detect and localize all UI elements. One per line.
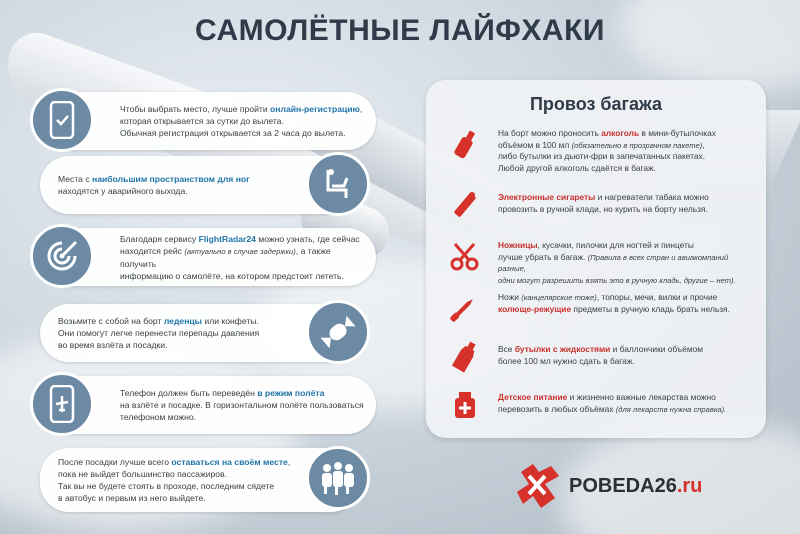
phone-airplane-icon <box>30 372 94 436</box>
baggage-item-scissors: Ножницы, кусачки, пилочки для ногтей и пинцеты лучше убрать в багаж. (Правила в всех стран и авиакомпаний разные, одни могут разрешить взять это в ручную кладь, другие – нет). <box>498 240 736 285</box>
airplane-seat-icon <box>306 152 370 216</box>
tip-flight-mode: Телефон должен быть переведён в режим полёта на взлёте и посадке. В горизонтальном полёте пользоваться телефоном можно. <box>40 376 376 434</box>
baggage-item-alcohol: На борт можно проносить алкоголь в мини-бутылочках объёмом в 100 мл (обязательно в прозрачном пакете), либо бутылки из дьюти-фри в запечатанных пакетах. Любой другой алкоголь сдаётся в багаж. <box>498 128 716 173</box>
baggage-item-knives: Ножи (канцелярские тоже), топоры, мечи, вилки и прочие колюще-режущие предметы в ручную кладь брать нельзя. <box>498 292 730 314</box>
baggage-item-baby-food: Детское питание и жизненно важные лекарства можно перевозить в любых объёмах (для лекарств нужна справка). <box>498 392 727 414</box>
scissors-icon <box>448 240 482 274</box>
smartphone-check-icon <box>30 88 94 152</box>
page-title: САМОЛЁТНЫЕ ЛАЙФХАКИ <box>195 14 605 47</box>
logo-icon <box>515 462 561 510</box>
candy-icon <box>306 300 370 364</box>
medicine-icon <box>448 388 482 422</box>
bottle-icon <box>448 128 482 162</box>
baggage-item-e-cigarettes: Электронные сигареты и нагреватели табака можно провозить в ручной клади, но курить на борту нельзя. <box>498 192 709 214</box>
baggage-panel <box>426 80 766 438</box>
tip-stay-seated: После посадки лучше всего оставаться на своём месте, пока не выйдет большинство пассажиров. Так вы не будете стоять в проходе, последним сядете в автобус и первым из него выйдете. <box>40 448 360 512</box>
crowd-icon <box>306 446 370 510</box>
baggage-title: Провоз багажа <box>529 94 663 114</box>
knife-icon <box>448 290 482 324</box>
tip-flightradar: Благодаря сервису FlightRadar24 можно узнать, где сейчас находится рейс (актуально в случае задержки), а также получить информацию о самолёте, на котором предстоит лететь. <box>40 228 376 286</box>
e-cigarette-icon <box>448 188 482 222</box>
logo[interactable] <box>515 462 702 510</box>
logo-text: POBEDA26.ru <box>569 474 703 497</box>
spray-bottle-icon <box>448 340 482 374</box>
tip-candies: Возьмите с собой на борт леденцы или конфеты. Они помогут легче перенести перепады давления во время взлёта и посадки. <box>40 304 360 362</box>
tip-legroom: Места с наибольшим пространством для ног находятся у аварийного выхода. <box>40 156 360 214</box>
radar-icon <box>30 224 94 288</box>
baggage-item-liquids: Все бутылки с жидкостями и баллончики объёмом более 100 мл нужно сдать в багаж. <box>498 344 703 366</box>
tip-online-checkin: Чтобы выбрать место, лучше пройти онлайн-регистрацию, которая открывается за сутки до вылета. Обычная регистрация открывается за 2 часа до вылета. <box>40 92 376 150</box>
